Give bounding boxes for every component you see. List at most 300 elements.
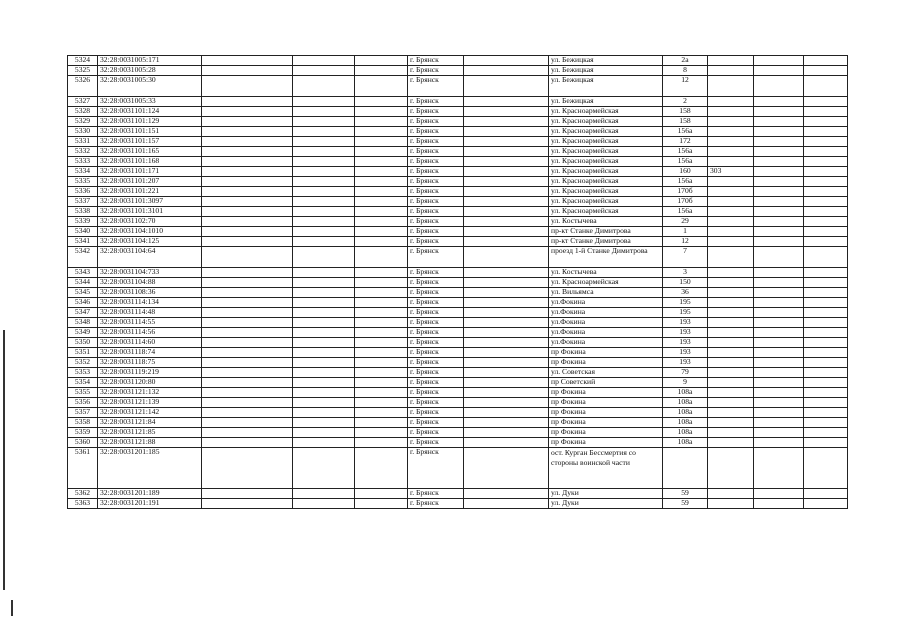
- city: г. Брянск: [408, 408, 464, 418]
- empty-cell: [355, 448, 408, 489]
- house-number: 2а: [663, 56, 708, 66]
- empty-cell: [804, 438, 848, 448]
- empty-cell: [464, 97, 549, 107]
- table-row: [68, 247, 848, 268]
- empty-cell: [355, 428, 408, 438]
- table-row: [68, 378, 848, 388]
- empty-cell: [293, 378, 355, 388]
- table-row: [68, 127, 848, 137]
- empty-cell: [804, 167, 848, 177]
- house-number: 1: [663, 227, 708, 237]
- house-number: 59: [663, 489, 708, 499]
- empty-cell: [202, 147, 293, 157]
- empty-cell: [754, 167, 804, 177]
- row-number: 5326: [68, 76, 98, 97]
- row-number: 5339: [68, 217, 98, 227]
- house-number: 170б: [663, 197, 708, 207]
- empty-cell: [464, 237, 549, 247]
- empty-cell: [293, 217, 355, 227]
- empty-cell: [754, 288, 804, 298]
- empty-cell: [202, 167, 293, 177]
- street: ул. Красноармейская: [549, 157, 663, 167]
- city: г. Брянск: [408, 499, 464, 509]
- empty-cell: [355, 217, 408, 227]
- empty-cell: [202, 187, 293, 197]
- empty-cell: [754, 408, 804, 418]
- empty-cell: [355, 237, 408, 247]
- street: пр Фокина: [549, 398, 663, 408]
- cadastral-number: 32:28:0031114:56: [98, 328, 202, 338]
- empty-cell: [355, 207, 408, 217]
- empty-cell: [293, 328, 355, 338]
- house-number: 79: [663, 368, 708, 378]
- city: г. Брянск: [408, 438, 464, 448]
- row-number: 5351: [68, 348, 98, 358]
- cadastral-number: 32:28:0031114:134: [98, 298, 202, 308]
- row-number: 5329: [68, 117, 98, 127]
- empty-cell: [464, 378, 549, 388]
- empty-cell: [804, 318, 848, 328]
- street: ул. Красноармейская: [549, 147, 663, 157]
- empty-cell: [754, 398, 804, 408]
- house-number: 8: [663, 66, 708, 76]
- empty-cell: [293, 308, 355, 318]
- row-number: 5338: [68, 207, 98, 217]
- empty-cell: [754, 177, 804, 187]
- empty-cell: [355, 499, 408, 509]
- empty-cell: [804, 388, 848, 398]
- street: ул. Красноармейская: [549, 167, 663, 177]
- empty-cell: [464, 358, 549, 368]
- house-number: 156а: [663, 127, 708, 137]
- cadastral-number: 32:28:0031104:125: [98, 237, 202, 247]
- city: г. Брянск: [408, 76, 464, 97]
- empty-cell: [754, 117, 804, 127]
- row-number: 5346: [68, 298, 98, 308]
- row-number: 5349: [68, 328, 98, 338]
- street: ул. Красноармейская: [549, 207, 663, 217]
- empty-cell: [804, 97, 848, 107]
- city: г. Брянск: [408, 167, 464, 177]
- street: ул. Красноармейская: [549, 137, 663, 147]
- empty-cell: [293, 358, 355, 368]
- apartment-number: [708, 147, 754, 157]
- empty-cell: [804, 157, 848, 167]
- cadastral-number: 32:28:0031118:75: [98, 358, 202, 368]
- table-row: [68, 358, 848, 368]
- empty-cell: [464, 388, 549, 398]
- row-number: 5330: [68, 127, 98, 137]
- empty-cell: [464, 278, 549, 288]
- cadastral-number: 32:28:0031121:84: [98, 418, 202, 428]
- empty-cell: [754, 499, 804, 509]
- empty-cell: [355, 378, 408, 388]
- row-number: 5328: [68, 107, 98, 117]
- row-number: 5344: [68, 278, 98, 288]
- empty-cell: [804, 418, 848, 428]
- empty-cell: [202, 268, 293, 278]
- empty-cell: [804, 227, 848, 237]
- street: ул. Красноармейская: [549, 177, 663, 187]
- empty-cell: [355, 56, 408, 66]
- apartment-number: [708, 127, 754, 137]
- row-number: 5337: [68, 197, 98, 207]
- street: пр-кт Станке Димитрова: [549, 227, 663, 237]
- empty-cell: [202, 76, 293, 97]
- house-number: 108а: [663, 388, 708, 398]
- empty-cell: [754, 368, 804, 378]
- empty-cell: [202, 328, 293, 338]
- empty-cell: [804, 187, 848, 197]
- empty-cell: [355, 348, 408, 358]
- street: ул. Красноармейская: [549, 117, 663, 127]
- street: пр Фокина: [549, 438, 663, 448]
- cadastral-number: 32:28:0031114:48: [98, 308, 202, 318]
- empty-cell: [464, 268, 549, 278]
- table-row: [68, 177, 848, 187]
- empty-cell: [355, 137, 408, 147]
- table-row: [68, 388, 848, 398]
- street: ул. Костычева: [549, 217, 663, 227]
- empty-cell: [754, 197, 804, 207]
- empty-cell: [464, 298, 549, 308]
- house-number: 160: [663, 167, 708, 177]
- table-row: [68, 217, 848, 227]
- house-number: 29: [663, 217, 708, 227]
- apartment-number: [708, 247, 754, 268]
- empty-cell: [293, 398, 355, 408]
- empty-cell: [202, 117, 293, 127]
- apartment-number: [708, 489, 754, 499]
- empty-cell: [355, 438, 408, 448]
- table-row: [68, 147, 848, 157]
- empty-cell: [804, 117, 848, 127]
- empty-cell: [202, 448, 293, 489]
- empty-cell: [293, 107, 355, 117]
- empty-cell: [202, 66, 293, 76]
- row-number: 5335: [68, 177, 98, 187]
- apartment-number: [708, 438, 754, 448]
- city: г. Брянск: [408, 278, 464, 288]
- apartment-number: [708, 268, 754, 278]
- empty-cell: [464, 197, 549, 207]
- empty-cell: [464, 408, 549, 418]
- empty-cell: [754, 187, 804, 197]
- empty-cell: [355, 418, 408, 428]
- city: г. Брянск: [408, 388, 464, 398]
- house-number: [663, 448, 708, 489]
- empty-cell: [804, 217, 848, 227]
- table-row: [68, 418, 848, 428]
- cadastral-number: 32:28:0031201:191: [98, 499, 202, 509]
- row-number: 5343: [68, 268, 98, 278]
- empty-cell: [202, 157, 293, 167]
- empty-cell: [464, 56, 549, 66]
- empty-cell: [293, 298, 355, 308]
- empty-cell: [464, 157, 549, 167]
- empty-cell: [293, 147, 355, 157]
- apartment-number: [708, 348, 754, 358]
- city: г. Брянск: [408, 207, 464, 217]
- empty-cell: [202, 207, 293, 217]
- cadastral-number: 32:28:0031104:88: [98, 278, 202, 288]
- city: г. Брянск: [408, 338, 464, 348]
- street: пр Фокина: [549, 428, 663, 438]
- empty-cell: [355, 338, 408, 348]
- cadastral-number: 32:28:0031101:3097: [98, 197, 202, 207]
- empty-cell: [202, 348, 293, 358]
- city: г. Брянск: [408, 358, 464, 368]
- empty-cell: [464, 348, 549, 358]
- row-number: 5357: [68, 408, 98, 418]
- empty-cell: [464, 448, 549, 489]
- street: ул.Фокина: [549, 338, 663, 348]
- apartment-number: [708, 117, 754, 127]
- empty-cell: [754, 428, 804, 438]
- street: ул. Красноармейская: [549, 278, 663, 288]
- empty-cell: [804, 338, 848, 348]
- empty-cell: [804, 76, 848, 97]
- row-number: 5354: [68, 378, 98, 388]
- house-number: 2: [663, 97, 708, 107]
- cadastral-number: 32:28:0031120:80: [98, 378, 202, 388]
- empty-cell: [293, 177, 355, 187]
- empty-cell: [293, 157, 355, 167]
- street: пр-кт Станке Димитрова: [549, 237, 663, 247]
- city: г. Брянск: [408, 368, 464, 378]
- empty-cell: [202, 308, 293, 318]
- cadastral-number: 32:28:0031101:221: [98, 187, 202, 197]
- table-row: [68, 137, 848, 147]
- table-row: [68, 298, 848, 308]
- cadastral-number: 32:28:0031119:219: [98, 368, 202, 378]
- row-number: 5332: [68, 147, 98, 157]
- apartment-number: 303: [708, 167, 754, 177]
- row-number: 5336: [68, 187, 98, 197]
- cadastral-number: 32:28:0031114:60: [98, 338, 202, 348]
- empty-cell: [202, 247, 293, 268]
- empty-cell: [464, 398, 549, 408]
- empty-cell: [464, 167, 549, 177]
- empty-cell: [355, 398, 408, 408]
- row-number: 5362: [68, 489, 98, 499]
- row-number: 5353: [68, 368, 98, 378]
- street: пр Советский: [549, 378, 663, 388]
- house-number: 12: [663, 237, 708, 247]
- table-row: [68, 428, 848, 438]
- empty-cell: [355, 408, 408, 418]
- empty-cell: [754, 278, 804, 288]
- empty-cell: [355, 288, 408, 298]
- empty-cell: [293, 338, 355, 348]
- city: г. Брянск: [408, 97, 464, 107]
- street: ул. Советская: [549, 368, 663, 378]
- house-number: 193: [663, 358, 708, 368]
- empty-cell: [804, 127, 848, 137]
- empty-cell: [293, 408, 355, 418]
- cadastral-number: 32:28:0031201:189: [98, 489, 202, 499]
- empty-cell: [293, 237, 355, 247]
- empty-cell: [202, 288, 293, 298]
- cadastral-number: 32:28:0031101:165: [98, 147, 202, 157]
- empty-cell: [804, 348, 848, 358]
- empty-cell: [754, 358, 804, 368]
- apartment-number: [708, 408, 754, 418]
- empty-cell: [202, 499, 293, 509]
- empty-cell: [202, 227, 293, 237]
- empty-cell: [804, 268, 848, 278]
- table-row: [68, 66, 848, 76]
- house-number: 195: [663, 298, 708, 308]
- empty-cell: [804, 207, 848, 217]
- table-row: [68, 448, 848, 489]
- empty-cell: [804, 247, 848, 268]
- row-number: 5358: [68, 418, 98, 428]
- row-number: 5352: [68, 358, 98, 368]
- empty-cell: [464, 227, 549, 237]
- empty-cell: [202, 107, 293, 117]
- row-number: 5341: [68, 237, 98, 247]
- empty-cell: [355, 197, 408, 207]
- row-number: 5340: [68, 227, 98, 237]
- apartment-number: [708, 318, 754, 328]
- empty-cell: [754, 97, 804, 107]
- empty-cell: [355, 187, 408, 197]
- empty-cell: [293, 127, 355, 137]
- apartment-number: [708, 308, 754, 318]
- apartment-number: [708, 448, 754, 489]
- cadastral-number: 32:28:0031101:157: [98, 137, 202, 147]
- row-number: 5360: [68, 438, 98, 448]
- street: проезд 1-й Станке Димитрова: [549, 247, 663, 268]
- apartment-number: [708, 418, 754, 428]
- city: г. Брянск: [408, 197, 464, 207]
- empty-cell: [464, 318, 549, 328]
- cadastral-number: 32:28:0031121:132: [98, 388, 202, 398]
- empty-cell: [804, 408, 848, 418]
- street: ул. Дуки: [549, 489, 663, 499]
- empty-cell: [754, 247, 804, 268]
- empty-cell: [754, 338, 804, 348]
- cadastral-number: 32:28:0031108:36: [98, 288, 202, 298]
- empty-cell: [202, 298, 293, 308]
- empty-cell: [202, 418, 293, 428]
- table-row: [68, 368, 848, 378]
- empty-cell: [355, 308, 408, 318]
- empty-cell: [754, 137, 804, 147]
- house-number: 193: [663, 348, 708, 358]
- empty-cell: [754, 328, 804, 338]
- street: ул. Бежицкая: [549, 76, 663, 97]
- cadastral-number: 32:28:0031104:733: [98, 268, 202, 278]
- street: ул. Красноармейская: [549, 197, 663, 207]
- table-row: [68, 207, 848, 217]
- table-row: [68, 107, 848, 117]
- empty-cell: [293, 66, 355, 76]
- empty-cell: [355, 247, 408, 268]
- house-number: 108а: [663, 418, 708, 428]
- apartment-number: [708, 197, 754, 207]
- street: ул. Бежицкая: [549, 97, 663, 107]
- empty-cell: [293, 318, 355, 328]
- empty-cell: [754, 348, 804, 358]
- empty-cell: [754, 308, 804, 318]
- row-number: 5355: [68, 388, 98, 398]
- table-row: [68, 237, 848, 247]
- table-row: [68, 268, 848, 278]
- empty-cell: [355, 76, 408, 97]
- cadastral-number: 32:28:0031005:33: [98, 97, 202, 107]
- empty-cell: [464, 247, 549, 268]
- empty-cell: [293, 489, 355, 499]
- scan-edge-mark: [11, 600, 13, 616]
- empty-cell: [293, 278, 355, 288]
- table-row: [68, 288, 848, 298]
- apartment-number: [708, 137, 754, 147]
- empty-cell: [293, 368, 355, 378]
- city: г. Брянск: [408, 187, 464, 197]
- empty-cell: [464, 76, 549, 97]
- street: ул.Фокина: [549, 298, 663, 308]
- empty-cell: [804, 308, 848, 318]
- empty-cell: [293, 56, 355, 66]
- row-number: 5333: [68, 157, 98, 167]
- empty-cell: [804, 137, 848, 147]
- row-number: 5361: [68, 448, 98, 489]
- house-number: 108а: [663, 408, 708, 418]
- house-number: 172: [663, 137, 708, 147]
- empty-cell: [355, 227, 408, 237]
- empty-cell: [464, 288, 549, 298]
- row-number: 5334: [68, 167, 98, 177]
- empty-cell: [464, 499, 549, 509]
- apartment-number: [708, 97, 754, 107]
- empty-cell: [754, 56, 804, 66]
- empty-cell: [202, 438, 293, 448]
- empty-cell: [464, 328, 549, 338]
- street: ул. Бежицкая: [549, 56, 663, 66]
- cadastral-number: 32:28:0031101:151: [98, 127, 202, 137]
- city: г. Брянск: [408, 298, 464, 308]
- empty-cell: [355, 278, 408, 288]
- empty-cell: [804, 278, 848, 288]
- empty-cell: [202, 177, 293, 187]
- empty-cell: [464, 177, 549, 187]
- street: ул.Фокина: [549, 328, 663, 338]
- house-number: 193: [663, 338, 708, 348]
- empty-cell: [355, 117, 408, 127]
- house-number: 59: [663, 499, 708, 509]
- empty-cell: [804, 398, 848, 408]
- empty-cell: [464, 438, 549, 448]
- empty-cell: [355, 177, 408, 187]
- empty-cell: [202, 97, 293, 107]
- empty-cell: [754, 157, 804, 167]
- street: пр Фокина: [549, 388, 663, 398]
- empty-cell: [202, 408, 293, 418]
- apartment-number: [708, 398, 754, 408]
- empty-cell: [804, 378, 848, 388]
- empty-cell: [464, 147, 549, 157]
- apartment-number: [708, 157, 754, 167]
- row-number: 5350: [68, 338, 98, 348]
- table-row: [68, 187, 848, 197]
- empty-cell: [355, 358, 408, 368]
- table-row: [68, 499, 848, 509]
- empty-cell: [293, 247, 355, 268]
- empty-cell: [293, 76, 355, 97]
- empty-cell: [464, 368, 549, 378]
